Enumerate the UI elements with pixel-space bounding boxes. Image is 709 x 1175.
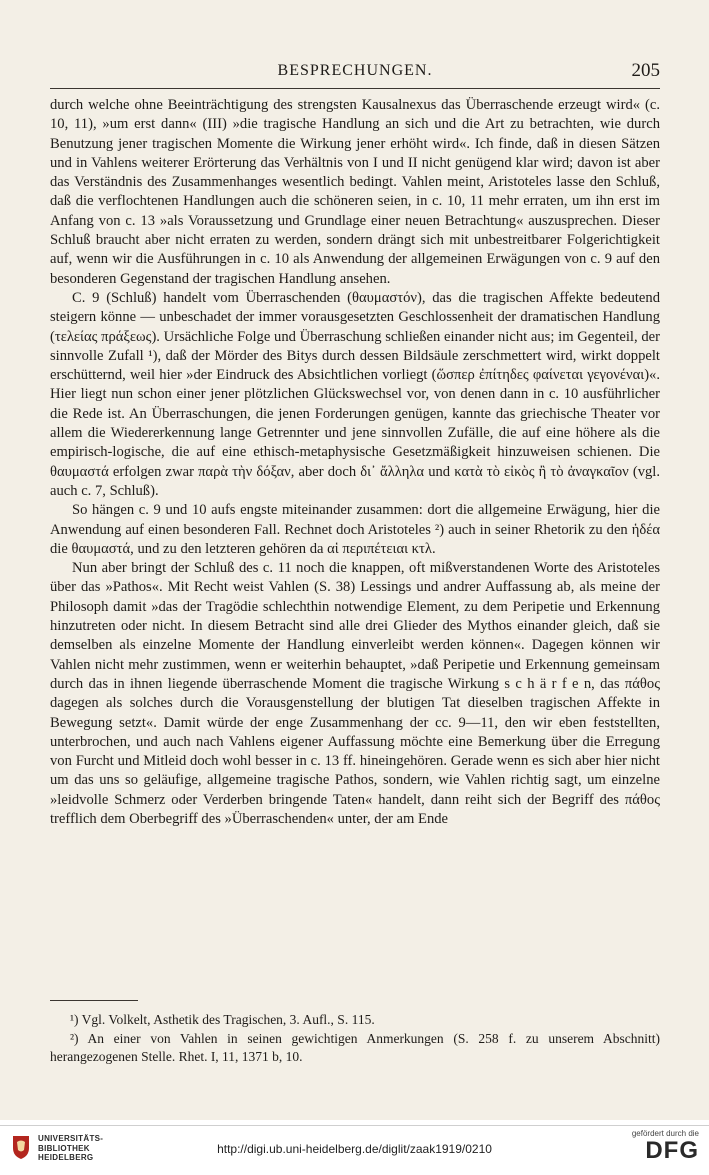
permalink-url[interactable]: http://digi.ub.uni-heidelberg.de/diglit/zaak1919/0210	[217, 1142, 492, 1156]
footnotes	[50, 1011, 660, 1067]
running-title: BESPRECHUNGEN.	[277, 62, 433, 79]
footnote-2: ²) An einer von Vahlen in seinen gewichtigen Anmerkungen (S. 258 f. zu unserem Abschnitt) herangezogenen Stelle. Rhet. I, 11, 1371 b, 10.	[50, 1030, 660, 1065]
paragraph-3: So hängen c. 9 und 10 aufs engste miteinander zusammen: dort die allgemeine Erwägung, hier die Anwendung auf einen besonderen Fall. Rechnet doch Aristoteles ²) auch in seiner Rhetorik zu den ἡδέα die θαυμαστά, und zu den letzteren gehören da αἱ περιπέτειαι κτλ.	[50, 502, 660, 557]
footnote-rule	[50, 1000, 138, 1001]
viewer-footer	[0, 1120, 709, 1175]
footnote-1: ¹) Vgl. Volkelt, Asthetik des Tragischen, 3. Aufl., S. 115.	[70, 1012, 375, 1027]
footer-divider	[0, 1125, 709, 1126]
running-header	[50, 60, 660, 86]
institution-name: UNIVERSITÄTS- BIBLIOTHEK HEIDELBERG	[38, 1134, 104, 1162]
funded-by-label: gefördert durch die	[631, 1129, 699, 1138]
paragraph-4: Nun aber bringt der Schluß des c. 11 noch die knappen, oft mißverstandenen Worte des Aristoteles über das »Pathos«. Mit Recht weist Vahlen (S. 38) Lessings und andrer Auffassung ab, als meine der Philosoph damit »das der Tragödie schlechthin notwendige Element, zu dem Peripetie und Erkennung hinzutreten oder nicht. In diesem Betracht sind alle drei Glieder des Mythos einander gleich, daß sie demselben als einzelne Momente der Handlung einverleibt werden können«. Dagegen können wir Vahlen nicht mehr zustimmen, wenn er weiterhin behauptet, »daß Peripetie und Erkennung gemeinsam durch das in ihnen liegende überraschende Moment die tragische Wirkung s c h ä r f e n, das πάθος dagegen als solches durch die Vorausgenstellung der blutigen Tat dieselben tragischen Affekte in Bewegung setzt«. Damit würde der enge Zusammenhang der cc. 9—11, den wir eben feststellten, unterbrochen, und auch nach Vahlens eigener Auffassung möchte eine Bemerkung über die Erregung von Furcht und Mitleid doch wohl besser in c. 13 ff. hineingehören. Gerade wenn es sich aber hier nicht um das uns so geläufige, allgemeine tragische Pathos, sondern, wie Vahlen richtig sagt, um einzelne »leidvolle Schmerz oder Verderben bringende Taten« handelt, dann reiht sich der Begriff des πάθος trefflich dem Oberbegriff des »Überraschenden« unter, der am Ende	[50, 560, 660, 827]
page-number: 205	[631, 60, 660, 81]
dfg-logo: DFG	[645, 1137, 699, 1164]
body-text	[50, 96, 660, 829]
header-rule	[50, 88, 660, 89]
funder-block	[632, 1129, 699, 1164]
paragraph-1: durch welche ohne Beeinträchtigung des strengsten Kausalnexus das Überraschende erzeugt wird« (c. 10, 11), »um erst dann« (III) »die tragische Handlung an sich und die Art zu betrachten, wie durch Benutzung jener tragischen Momente die Wirkung jener erhöht wird«. Ich finde, daß in diesen Sätzen und in Vahlens weiterer Erörterung das Verhältnis von I und II nicht genügend klar wird; davon ist aber das Verständnis des Zusammenhanges wesentlich bedingt. Vahlen meint, Aristoteles lasse den Schluß, daß die verflochtenen Handlungen auch die schöneren seien, in c. 10, 11 mehr erraten, um ihn erst im Anfang von c. 13 »als Voraussetzung und Grundlage einer neuen Betrachtung« auszusprechen. Dieser Schluß braucht aber nicht erraten zu werden, sondern drängt sich mit unbestreitbarer Folgerichtigkeit auf, wenn wir die Ausführungen in c. 10 als Anwendung der allgemeinen Erwägungen von c. 9 auf den besonderen Gegenstand der tragischen Handlung ansehen.	[50, 97, 660, 287]
paragraph-2: C. 9 (Schluß) handelt vom Überraschenden (θαυμαστόν), das die tragischen Affekte bedeutend steigern könne — unbeschadet der immer vorausgesetzten Geschlossenheit der dramatischen Handlung (τελείας πράξεως). Ursächliche Folge und Überraschung schließen einander nicht aus; im Gegenteil, der sinnvolle Zufall ¹), daß der Mörder des Bitys durch dessen Bildsäule zerschmettert wird, wirkt doppelt erschütternd, weil hier »der Eindruck des Absichtlichen vorliegt (ὥσπερ ἐπίτηδες φαίνεται γεγονέναι)«. Hier liegt nun schon einer jener plötzlichen Glückswechsel vor, von denen dann in c. 10 ausführlicher die Rede ist. An Überraschungen, die jenen Forderungen genügen, kannte das griechische Theater vor allem die Wiedererkennung lange Getrennter und jene sinnvollen Zufälle, die auf eine höhere als die empirisch-logische, die auf eine ethisch-metaphysische Gesetzmäßigkeit hinzuweisen schienen. Die θαυμαστά erfolgen zwar παρὰ τὴν δόξαν, aber doch δι᾽ ἄλληλα und κατὰ τὸ εἰκὸς ἢ τὸ ἀναγκαῖον (vgl. auch c. 7, Schluß).	[50, 289, 660, 499]
